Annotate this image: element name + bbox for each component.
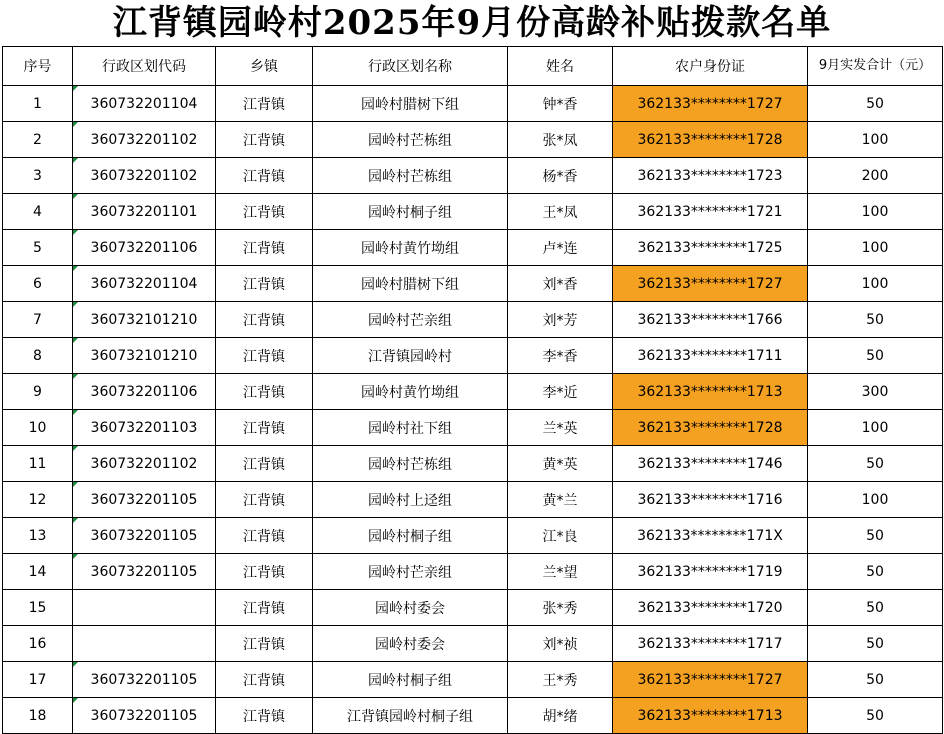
table-row bbox=[3, 410, 943, 446]
header-cell-id: 农户身份证 bbox=[613, 47, 808, 86]
cell-name: 兰*英 bbox=[508, 410, 613, 446]
table-row bbox=[3, 518, 943, 554]
cell-area: 园岭村腊树下组 bbox=[313, 86, 508, 122]
cell-code: 360732101210 bbox=[73, 302, 216, 338]
cell-amount: 50 bbox=[808, 302, 943, 338]
cell-amount: 300 bbox=[808, 374, 943, 410]
cell-amount: 100 bbox=[808, 122, 943, 158]
cell-name: 胡*绪 bbox=[508, 698, 613, 734]
cell-amount: 50 bbox=[808, 626, 943, 662]
table-row bbox=[3, 338, 943, 374]
cell-no: 9 bbox=[3, 374, 73, 410]
cell-town: 江背镇 bbox=[216, 86, 313, 122]
table-row bbox=[3, 194, 943, 230]
cell-town: 江背镇 bbox=[216, 266, 313, 302]
cell-amount: 200 bbox=[808, 158, 943, 194]
cell-town: 江背镇 bbox=[216, 626, 313, 662]
cell-id: 362133********1728 bbox=[613, 122, 808, 158]
cell-no: 14 bbox=[3, 554, 73, 590]
cell-id: 362133********1725 bbox=[613, 230, 808, 266]
cell-id: 362133********1723 bbox=[613, 158, 808, 194]
cell-town: 江背镇 bbox=[216, 662, 313, 698]
cell-code: 360732201106 bbox=[73, 374, 216, 410]
table-row bbox=[3, 302, 943, 338]
header-cell-code: 行政区划代码 bbox=[73, 47, 216, 86]
table-row bbox=[3, 446, 943, 482]
cell-area: 园岭村委会 bbox=[313, 590, 508, 626]
subsidy-table bbox=[2, 46, 943, 734]
cell-code: 360732201105 bbox=[73, 518, 216, 554]
cell-area: 园岭村芒栋组 bbox=[313, 122, 508, 158]
cell-no: 13 bbox=[3, 518, 73, 554]
cell-amount: 100 bbox=[808, 410, 943, 446]
cell-amount: 100 bbox=[808, 482, 943, 518]
table-row bbox=[3, 86, 943, 122]
cell-id: 362133********1719 bbox=[613, 554, 808, 590]
cell-name: 李*香 bbox=[508, 338, 613, 374]
header-cell-amount: 9月实发合计（元） bbox=[808, 47, 943, 86]
cell-id: 362133********1727 bbox=[613, 662, 808, 698]
cell-id: 362133********1717 bbox=[613, 626, 808, 662]
cell-code: 360732201104 bbox=[73, 86, 216, 122]
cell-area: 园岭村委会 bbox=[313, 626, 508, 662]
cell-town: 江背镇 bbox=[216, 554, 313, 590]
cell-id: 362133********1711 bbox=[613, 338, 808, 374]
cell-code: 360732201105 bbox=[73, 554, 216, 590]
cell-name: 钟*香 bbox=[508, 86, 613, 122]
cell-area: 园岭村上迳组 bbox=[313, 482, 508, 518]
cell-name: 王*秀 bbox=[508, 662, 613, 698]
cell-name: 江*良 bbox=[508, 518, 613, 554]
cell-name: 刘*芳 bbox=[508, 302, 613, 338]
cell-amount: 50 bbox=[808, 554, 943, 590]
header-cell-area: 行政区划名称 bbox=[313, 47, 508, 86]
cell-code: 360732201105 bbox=[73, 482, 216, 518]
header-cell-town: 乡镇 bbox=[216, 47, 313, 86]
cell-no: 15 bbox=[3, 590, 73, 626]
cell-town: 江背镇 bbox=[216, 194, 313, 230]
cell-name: 黄*兰 bbox=[508, 482, 613, 518]
cell-code: 360732201102 bbox=[73, 122, 216, 158]
cell-code: 360732201102 bbox=[73, 158, 216, 194]
header-cell-name: 姓名 bbox=[508, 47, 613, 86]
cell-no: 4 bbox=[3, 194, 73, 230]
table-row bbox=[3, 482, 943, 518]
cell-id: 362133********1727 bbox=[613, 266, 808, 302]
cell-amount: 50 bbox=[808, 590, 943, 626]
cell-amount: 100 bbox=[808, 230, 943, 266]
cell-area: 江背镇园岭村 bbox=[313, 338, 508, 374]
cell-no: 8 bbox=[3, 338, 73, 374]
cell-id: 362133********1713 bbox=[613, 374, 808, 410]
cell-area: 园岭村黄竹坳组 bbox=[313, 374, 508, 410]
cell-id: 362133********1727 bbox=[613, 86, 808, 122]
cell-no: 6 bbox=[3, 266, 73, 302]
cell-no: 18 bbox=[3, 698, 73, 734]
cell-name: 张*秀 bbox=[508, 590, 613, 626]
table-row bbox=[3, 230, 943, 266]
cell-no: 12 bbox=[3, 482, 73, 518]
cell-area: 园岭村桐子组 bbox=[313, 662, 508, 698]
cell-area: 园岭村社下组 bbox=[313, 410, 508, 446]
cell-area: 园岭村芒栋组 bbox=[313, 158, 508, 194]
cell-town: 江背镇 bbox=[216, 446, 313, 482]
cell-town: 江背镇 bbox=[216, 122, 313, 158]
cell-code: 360732201105 bbox=[73, 698, 216, 734]
cell-code: 360732201103 bbox=[73, 410, 216, 446]
cell-town: 江背镇 bbox=[216, 698, 313, 734]
cell-amount: 100 bbox=[808, 194, 943, 230]
cell-amount: 50 bbox=[808, 446, 943, 482]
cell-id: 362133********1720 bbox=[613, 590, 808, 626]
cell-town: 江背镇 bbox=[216, 230, 313, 266]
page-title: 江背镇园岭村2025年9月份高龄补贴拨款名单 bbox=[112, 3, 832, 43]
cell-code: 360732201105 bbox=[73, 662, 216, 698]
cell-amount: 50 bbox=[808, 338, 943, 374]
table-row bbox=[3, 122, 943, 158]
cell-code: 360732101210 bbox=[73, 338, 216, 374]
table-row bbox=[3, 158, 943, 194]
cell-no: 7 bbox=[3, 302, 73, 338]
cell-id: 362133********1716 bbox=[613, 482, 808, 518]
table-row bbox=[3, 662, 943, 698]
cell-name: 李*近 bbox=[508, 374, 613, 410]
table-row bbox=[3, 266, 943, 302]
cell-area: 园岭村腊树下组 bbox=[313, 266, 508, 302]
cell-no: 2 bbox=[3, 122, 73, 158]
cell-town: 江背镇 bbox=[216, 338, 313, 374]
cell-id: 362133********171X bbox=[613, 518, 808, 554]
cell-name: 王*凤 bbox=[508, 194, 613, 230]
cell-area: 园岭村桐子组 bbox=[313, 518, 508, 554]
cell-area: 江背镇园岭村桐子组 bbox=[313, 698, 508, 734]
cell-town: 江背镇 bbox=[216, 410, 313, 446]
cell-town: 江背镇 bbox=[216, 374, 313, 410]
table-row bbox=[3, 554, 943, 590]
cell-town: 江背镇 bbox=[216, 158, 313, 194]
cell-area: 园岭村芒亲组 bbox=[313, 554, 508, 590]
cell-amount: 50 bbox=[808, 518, 943, 554]
cell-name: 杨*香 bbox=[508, 158, 613, 194]
cell-no: 11 bbox=[3, 446, 73, 482]
cell-no: 16 bbox=[3, 626, 73, 662]
cell-amount: 50 bbox=[808, 86, 943, 122]
cell-code bbox=[73, 590, 216, 626]
cell-code: 360732201106 bbox=[73, 230, 216, 266]
cell-area: 园岭村芒亲组 bbox=[313, 302, 508, 338]
cell-code bbox=[73, 626, 216, 662]
cell-no: 1 bbox=[3, 86, 73, 122]
cell-amount: 50 bbox=[808, 662, 943, 698]
cell-area: 园岭村黄竹坳组 bbox=[313, 230, 508, 266]
cell-name: 张*凤 bbox=[508, 122, 613, 158]
cell-town: 江背镇 bbox=[216, 482, 313, 518]
header-row bbox=[3, 47, 943, 86]
cell-id: 362133********1721 bbox=[613, 194, 808, 230]
table-body bbox=[3, 86, 943, 734]
cell-town: 江背镇 bbox=[216, 302, 313, 338]
table-row bbox=[3, 626, 943, 662]
table-row bbox=[3, 374, 943, 410]
cell-name: 刘*香 bbox=[508, 266, 613, 302]
header-cell-no: 序号 bbox=[3, 47, 73, 86]
cell-id: 362133********1766 bbox=[613, 302, 808, 338]
cell-name: 兰*望 bbox=[508, 554, 613, 590]
cell-name: 卢*连 bbox=[508, 230, 613, 266]
cell-no: 3 bbox=[3, 158, 73, 194]
cell-town: 江背镇 bbox=[216, 518, 313, 554]
cell-code: 360732201104 bbox=[73, 266, 216, 302]
cell-no: 10 bbox=[3, 410, 73, 446]
cell-no: 5 bbox=[3, 230, 73, 266]
cell-town: 江背镇 bbox=[216, 590, 313, 626]
cell-name: 刘*祯 bbox=[508, 626, 613, 662]
cell-code: 360732201101 bbox=[73, 194, 216, 230]
cell-amount: 100 bbox=[808, 266, 943, 302]
cell-code: 360732201102 bbox=[73, 446, 216, 482]
cell-id: 362133********1728 bbox=[613, 410, 808, 446]
cell-no: 17 bbox=[3, 662, 73, 698]
table-row bbox=[3, 590, 943, 626]
cell-id: 362133********1746 bbox=[613, 446, 808, 482]
cell-amount: 50 bbox=[808, 698, 943, 734]
cell-name: 黄*英 bbox=[508, 446, 613, 482]
cell-id: 362133********1713 bbox=[613, 698, 808, 734]
table-row bbox=[3, 698, 943, 734]
cell-area: 园岭村芒栋组 bbox=[313, 446, 508, 482]
cell-area: 园岭村桐子组 bbox=[313, 194, 508, 230]
